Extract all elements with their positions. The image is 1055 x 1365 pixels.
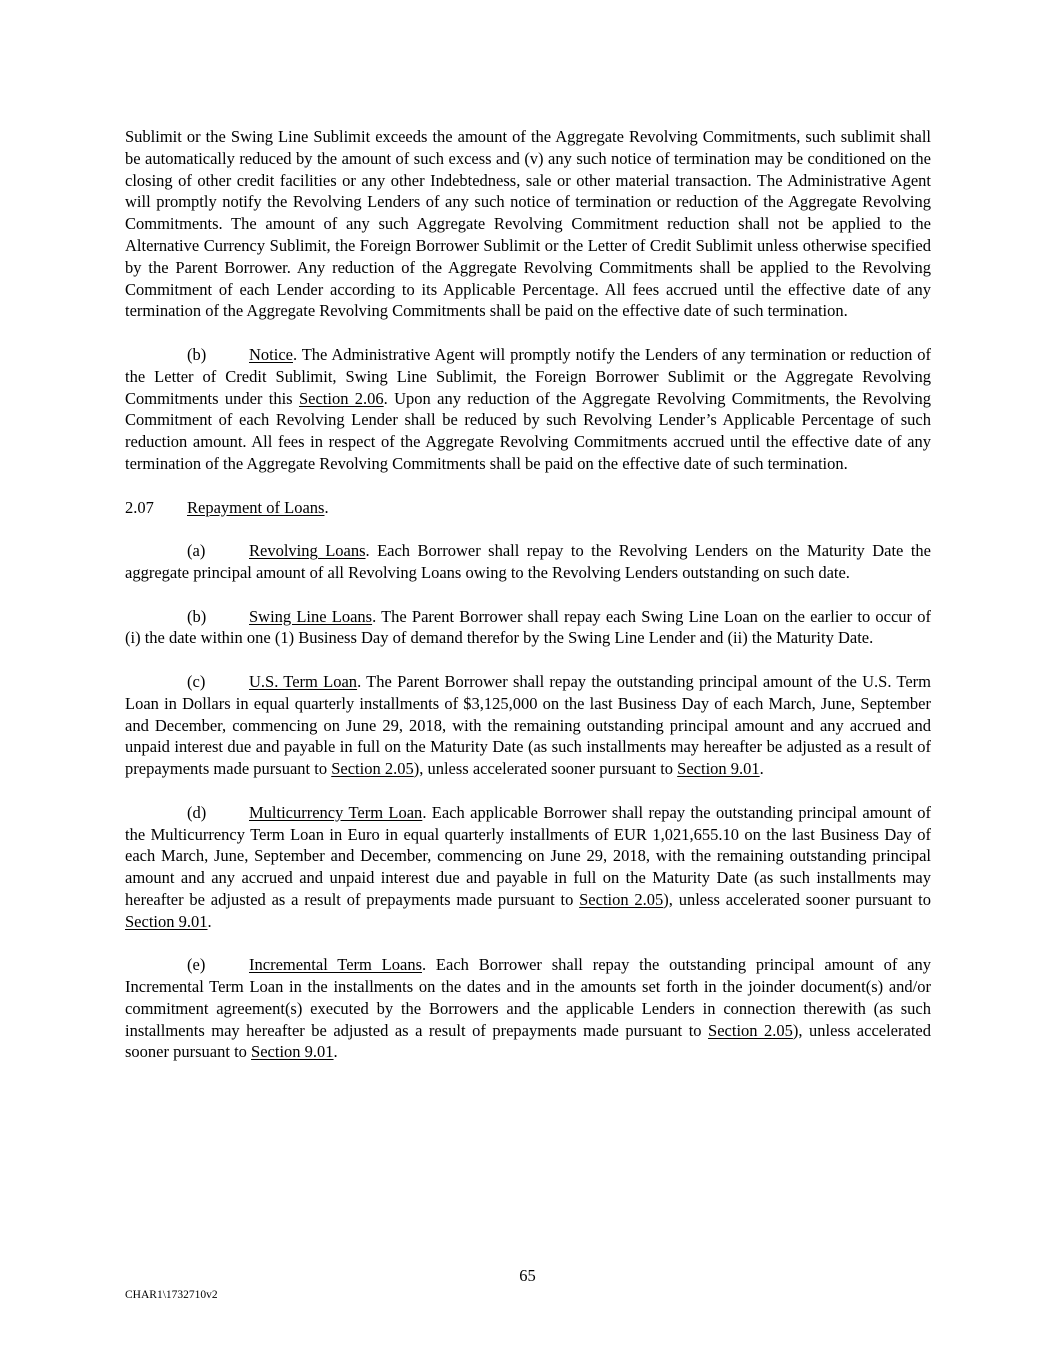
paragraph-revolving-loans — [125, 540, 931, 584]
item-e-section-ref-2[interactable]: Section 9.01 — [251, 1042, 334, 1062]
paragraph-multicurrency-term-loan — [125, 802, 931, 933]
item-c-section-ref-1[interactable]: Section 2.05 — [331, 759, 414, 779]
notice-label: (b) — [187, 344, 207, 364]
item-d-text-2: ), unless accelerated sooner pursuant to — [663, 889, 931, 909]
item-e-text-2: ), unless accelerated sooner pursuant to — [125, 1020, 931, 1062]
item-d-section-ref-1[interactable]: Section 2.05 — [579, 889, 664, 909]
item-c-text-3: . — [759, 759, 764, 779]
item-d-text-3: . — [207, 911, 212, 931]
item-e-text-3: . — [333, 1042, 338, 1062]
document-id: CHAR1\1732710v2 — [125, 1289, 218, 1301]
item-d-section-ref-2[interactable]: Section 9.01 — [125, 911, 208, 931]
notice-text-1: . The Administrative Agent will promptly notify the Lenders of any termination or reduction of the Letter of Credit Sublimit, Swing Line Sublimit, the Foreign Borrower Sublimit or the Aggregate Revolving Commitments under this — [125, 344, 931, 408]
item-a-label: (a) — [187, 541, 206, 561]
item-e-label: (e) — [187, 955, 206, 975]
item-c-title: U.S. Term Loan — [249, 671, 358, 691]
paragraph-notice — [125, 344, 931, 475]
item-b-title: Swing Line Loans — [249, 606, 373, 626]
item-c-label: (c) — [187, 671, 206, 691]
item-a-title: Revolving Loans — [249, 541, 366, 561]
paragraph-us-term-loan — [125, 671, 931, 780]
item-d-text-1: . Each applicable Borrower shall repay the outstanding principal amount of the Multicurrency Term Loan in Euro in equal quarterly installments of EUR 1,021,655.10 on the last Business Day of each March, June, September and December, commencing on June 29, 2018, with the remaining outstanding principal amount and any accrued and unpaid interest due and payable in full on the Maturity Date (as such installments may hereafter be adjusted as a result of prepayments made pursuant to — [125, 802, 931, 909]
section-title-end: . — [324, 497, 329, 517]
notice-title: Notice — [249, 344, 293, 364]
item-a-text: . Each Borrower shall repay to the Revolving Lenders on the Maturity Date the aggregate principal amount of all Revolving Loans owing to the Revolving Lenders outstanding on such date. — [125, 541, 931, 582]
paragraph-incremental-term-loans — [125, 954, 931, 1063]
section-title: Repayment of Loans — [187, 497, 325, 517]
paragraph-swing-line-loans — [125, 606, 931, 650]
item-b-text: . The Parent Borrower shall repay each Swing Line Loan on the earlier to occur of (i) the date within one (1) Business Day of demand therefor by the Swing Line Lender and (ii) the Maturity Date. — [125, 606, 931, 648]
document-body — [125, 126, 931, 1085]
item-e-section-ref-1[interactable]: Section 2.05 — [708, 1020, 793, 1040]
item-d-label: (d) — [187, 802, 207, 822]
paragraph-intro: Sublimit or the Swing Line Sublimit exceeds the amount of the Aggregate Revolving Commitments, such sublimit shall be automatically reduced by the amount of such excess and (v) any such notice of termination may be conditioned on the closing of other credit facilities or any other Indebtedness, sale or other material transaction. The Administrative Agent will promptly notify the Revolving Lenders of any such notice of termination or reduction of the Aggregate Revolving Commitments. The amount of any such Aggregate Revolving Commitment reduction shall not be applied to the Alternative Currency Sublimit, the Foreign Borrower Sublimit or the Letter of Credit Sublimit unless otherwise specified by the Parent Borrower. Any reduction of the Aggregate Revolving Commitments shall be applied to the Revolving Commitment of each Lender according to its Applicable Percentage. All fees accrued until the effective date of any termination of the Aggregate Revolving Commitments shall be paid on the effective date of such termination. — [125, 127, 931, 321]
item-e-text-1: . Each Borrower shall repay the outstanding principal amount of any Incremental Term Loan in the installments on the dates and in the amounts set forth in the joinder document(s) and/or commitment agreement(s) executed by the Borrowers and the applicable Lenders in connection therewith (as such installments may hereafter be adjusted as a result of prepayments made pursuant to — [125, 955, 932, 1040]
item-d-title: Multicurrency Term Loan — [249, 802, 423, 822]
item-e-title: Incremental Term Loans — [249, 955, 422, 975]
item-c-section-ref-2[interactable]: Section 9.01 — [677, 759, 760, 779]
item-b-label: (b) — [187, 606, 207, 626]
notice-text-2: . Upon any reduction of the Aggregate Revolving Commitments, the Revolving Commitment of each Revolving Lender shall be reduced by such Revolving Lender’s Applicable Percentage of such reduction amount. All fees in respect of the Aggregate Revolving Commitments accrued until the effective date of any termination of the Aggregate Revolving Commitments shall be paid on the effective date of such termination. — [125, 388, 932, 473]
item-c-text-1: . The Parent Borrower shall repay the outstanding principal amount of the U.S. Term Loan in Dollars in equal quarterly installments of $3,125,000 on the last Business Day of each March, June, September and December, commencing on June 29, 2018, with the remaining outstanding principal amount and any accrued and unpaid interest due and payable in full on the Maturity Date (as such installments may hereafter be adjusted as a result of prepayments made pursuant to — [125, 671, 931, 779]
section-heading — [125, 497, 931, 519]
notice-section-ref[interactable]: Section 2.06 — [298, 388, 384, 408]
item-c-text-2: ), unless accelerated sooner pursuant to — [413, 759, 678, 779]
section-number: 2.07 — [125, 497, 154, 517]
page-number: 65 — [519, 1266, 536, 1285]
